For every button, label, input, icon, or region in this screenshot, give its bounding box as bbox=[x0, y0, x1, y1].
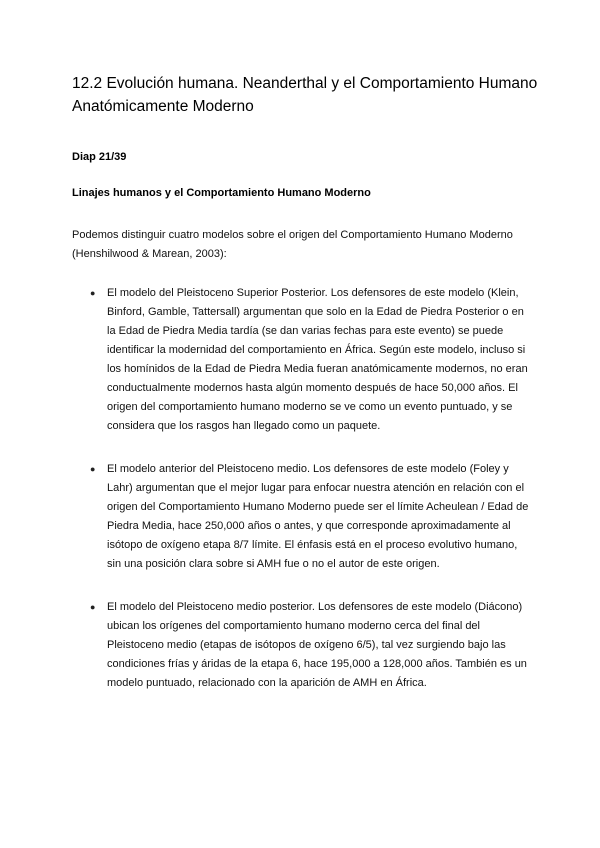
page-title: 12.2 Evolución humana. Neanderthal y el Comportamiento Humano Anatómicamente Moderno bbox=[72, 75, 538, 115]
section-subheading: Linajes humanos y el Comportamiento Humano Moderno bbox=[72, 187, 371, 199]
list-item-text: El modelo anterior del Pleistoceno medio. Los defensores de este modelo (Foley y Lahr) argumentan que el mejor lugar para enfocar nuestra atención en relación con el origen del Comportamiento Humano Moderno puede ser el límite Acheulean / Edad de Piedra Media, hace 250,000 años o antes, y que corresponde aproximadamente al isótopo de oxígeno etapa 8/7 límite. El énfasis está en el proceso evolutivo humano, sin una posición clara sobre si AMH fue o no el autor de este origen. bbox=[107, 463, 529, 570]
bullet-icon: ● bbox=[90, 288, 96, 298]
list-item bbox=[90, 284, 530, 436]
list-item bbox=[90, 598, 530, 693]
intro-paragraph: Podemos distinguir cuatro modelos sobre el origen del Comportamiento Humano Moderno (Henshilwood & Marean, 2003): bbox=[72, 229, 513, 260]
models-list bbox=[90, 284, 530, 693]
bullet-icon: ● bbox=[90, 602, 96, 612]
list-item bbox=[90, 460, 530, 574]
list-item-text: El modelo del Pleistoceno medio posterior. Los defensores de este modelo (Diácono) ubican los orígenes del comportamiento humano moderno cerca del final del Pleistoceno medio (etapas de isótopos de oxígeno 6/5), tal vez surgiendo bajo las condiciones frías y áridas de la etapa 6, hace 195,000 a 128,000 años. También es un modelo puntuado, relacionado con la aparición de AMH en África. bbox=[107, 601, 527, 689]
bullet-icon: ● bbox=[90, 464, 96, 474]
slide-counter: Diap 21/39 bbox=[72, 151, 127, 163]
list-item-text: El modelo del Pleistoceno Superior Posterior. Los defensores de este modelo (Klein, Binford, Gamble, Tattersall) argumentan que solo en la Edad de Piedra Posterior o en la Edad de Piedra Media tardía (se dan varias fechas para este evento) se puede identificar la modernidad del comportamiento en África. Según este modelo, incluso si los homínidos de la Edad de Piedra Media fueran anatómicamente modernos, no eran conductualmente modernos hasta algún momento después de hace 50,000 años. El origen del comportamiento humano moderno se ve como un evento puntuado, y se considera que los rasgos han llegado como un paquete. bbox=[107, 287, 528, 432]
